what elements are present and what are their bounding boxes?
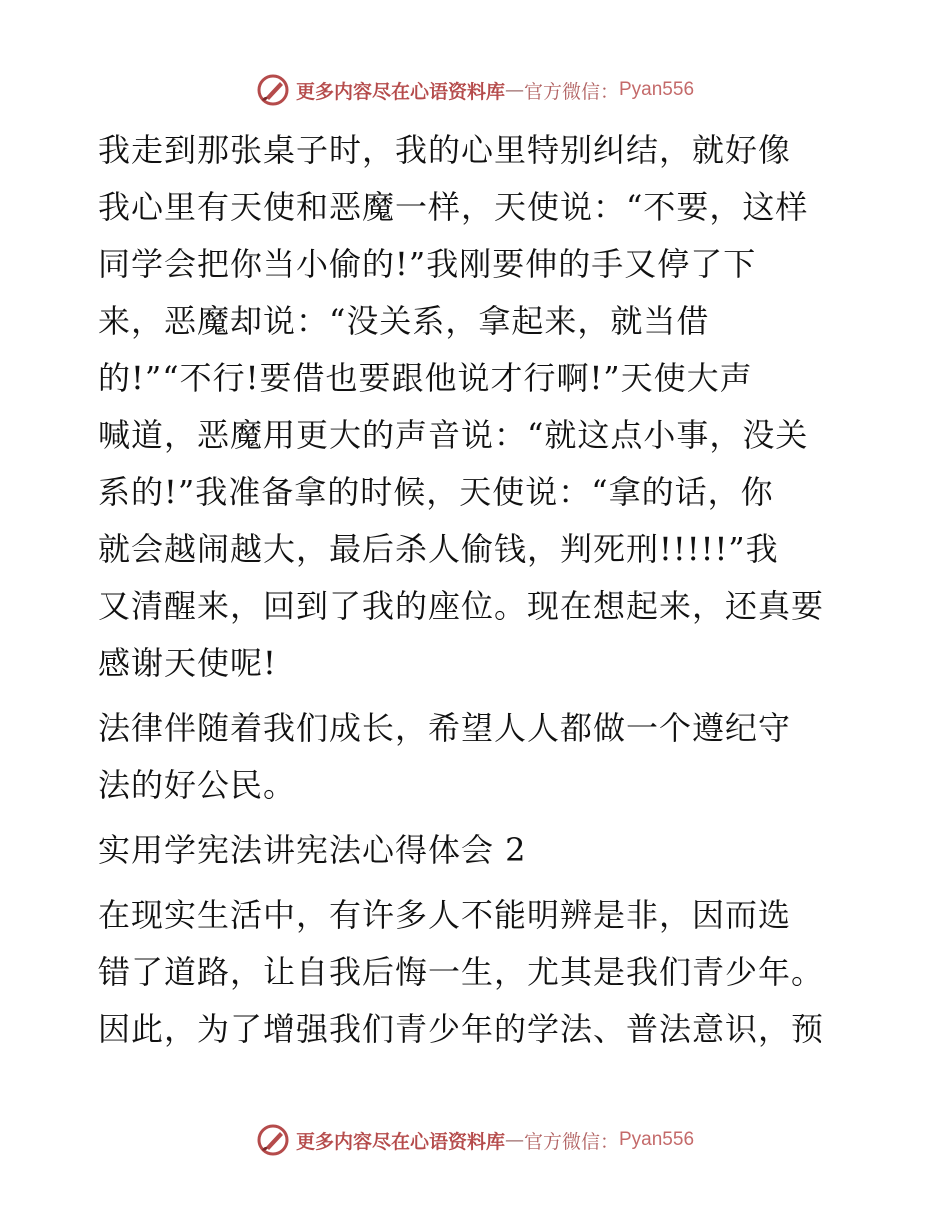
text-line: 又清醒来，回到了我的座位。现在想起来，还真要 (98, 587, 825, 625)
section-heading (98, 822, 853, 879)
text-line: 喊道，恶魔用更大的声音说：“就这点小事，没关 (98, 416, 809, 454)
text-line: 同学会把你当小偷的!”我刚要伸的手又停了下 (98, 245, 757, 283)
watermark-wechat-label: 官方微信： (523, 1130, 619, 1153)
text-line: 系的!”我准备拿的时候，天使说：“拿的话，你 (98, 473, 774, 511)
paragraph-angel-devil (98, 122, 853, 692)
text-line: 法的好公民。 (98, 766, 297, 804)
text-line: 我走到那张桌子时，我的心里特别纠结，就好像 (98, 131, 792, 169)
text-line: 因此，为了增强我们青少年的学法、普法意识，预 (98, 1010, 825, 1048)
document-body (98, 122, 853, 1058)
watermark-wechat-id: Pyan556 (619, 1129, 695, 1150)
watermark-separator: — (504, 79, 524, 101)
text-line: 法律伴随着我们成长，希望人人都做一个遵纪守 (98, 709, 792, 747)
paragraph-law-growth (98, 700, 853, 814)
text-line: 我心里有天使和恶魔一样，天使说：“不要，这样 (98, 188, 809, 226)
text-line: 感谢天使呢! (98, 644, 277, 682)
watermark-separator: — (504, 1129, 524, 1151)
watermark-brand-text: 更多内容尽在心语资料库 (295, 1130, 505, 1153)
text-line: 来，恶魔却说：“没关系，拿起来，就当借 (98, 302, 710, 340)
watermark-wechat-id: Pyan556 (619, 79, 695, 100)
text-line: 在现实生活中，有许多人不能明辨是非，因而选 (98, 896, 792, 934)
text-line: 的!”“不行!要借也要跟他说才行啊!”天使大声 (98, 359, 753, 397)
paragraph-real-life (98, 887, 853, 1058)
heading-line: 实用学宪法讲宪法心得体会 2 (98, 831, 527, 869)
watermark-brand-text: 更多内容尽在心语资料库 (295, 80, 505, 103)
header-watermark (0, 70, 950, 110)
brush-circle-logo-icon (256, 73, 290, 107)
text-line: 错了道路，让自我后悔一生，尤其是我们青少年。 (98, 953, 825, 991)
brush-circle-logo-icon (256, 1123, 290, 1157)
text-line: 就会越闹越大，最后杀人偷钱，判死刑!!!!!”我 (98, 530, 779, 568)
footer-watermark (0, 1120, 950, 1160)
watermark-wechat-label: 官方微信： (523, 80, 619, 103)
